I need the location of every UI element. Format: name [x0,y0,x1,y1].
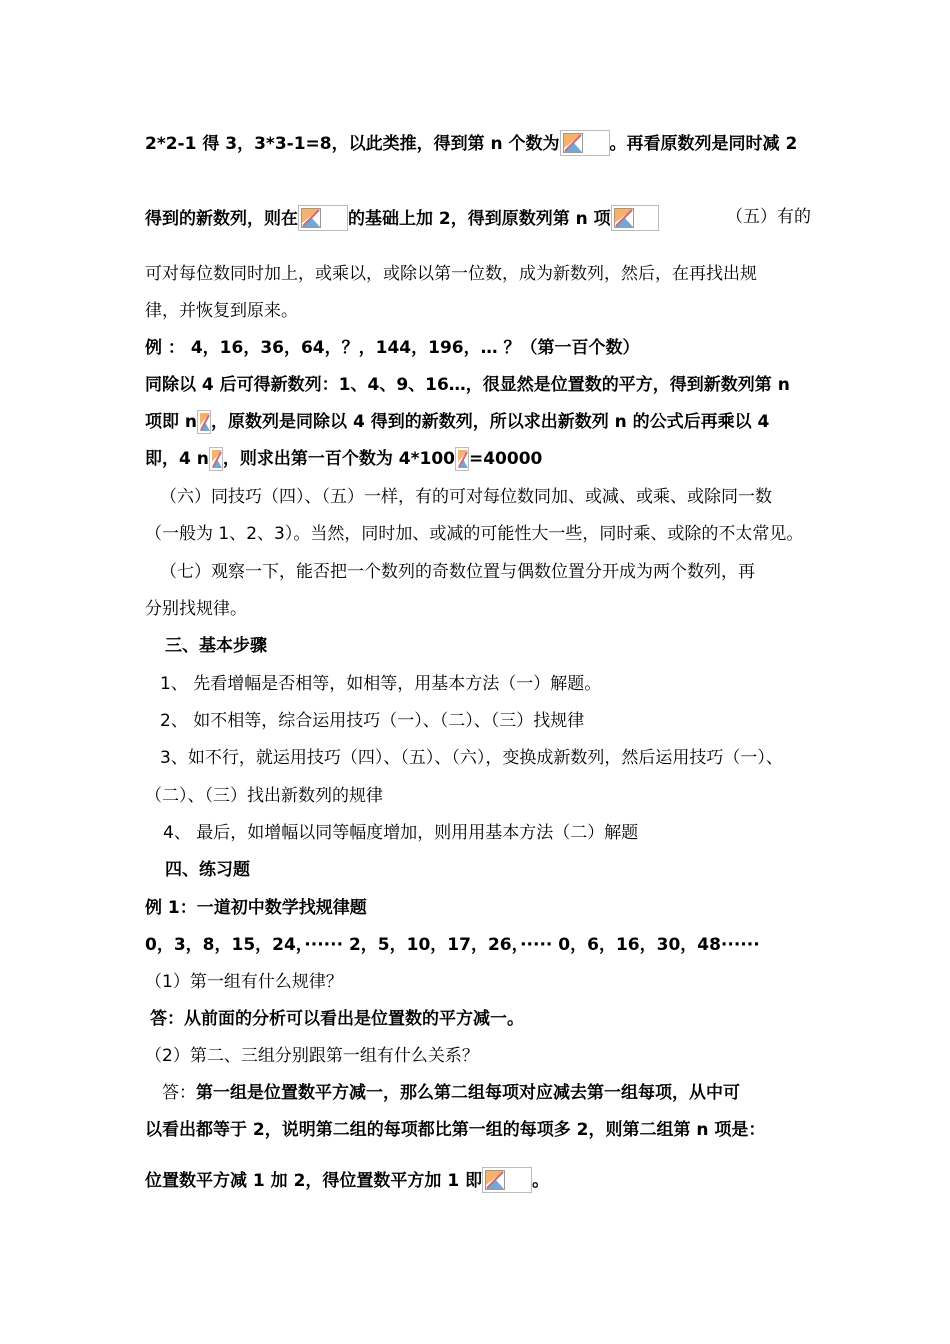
paragraph-line: 同除以 4 后可得新数列：1、4、9、16…，很显然是位置数的平方，得到新数列第 n [145,375,790,395]
text: ，则求出第一百个数为 4*100 [222,449,455,469]
paragraph-line [145,1167,549,1193]
paragraph-line [145,447,542,471]
text: 。再看原数列是同时减 2 [609,134,798,154]
answer [162,1081,740,1105]
paragraph-line [145,410,769,434]
list-item: 4、 最后，如增幅以同等幅度增加，则用用基本方法（二）解题 [163,823,639,843]
paragraph-line: （六）同技巧（四）、（五）一样，有的可对每位数同加、或减、或乘、或除同一数 [160,487,772,507]
sequence-line: 0，3，8，15，24，······ 2，5，10，17，26，····· 0，6，16，30，48······ [145,935,760,955]
paragraph-line [145,130,797,156]
broken-image-icon [298,205,348,231]
broken-image-icon [197,410,211,434]
text: 2*2-1 得 3，3*3-1=8，以此类推，得到第 n 个数为 [145,134,560,154]
paragraph-line: （五）有的 [726,207,811,227]
text: 项即 n [145,412,198,432]
question: （2）第二、三组分别跟第一组有什么关系？ [145,1046,479,1066]
section-heading: 三、基本步骤 [165,636,267,656]
example-title: 例 1：一道初中数学找规律题 [145,898,367,918]
broken-image-icon [482,1167,532,1193]
text: 位置数平方减 1 加 2，得位置数平方加 1 即 [145,1171,483,1191]
text: 得到的新数列，则在 [145,209,298,229]
broken-image-icon [611,205,659,231]
paragraph-line: 可对每位数同时加上，或乘以，或除以第一位数，成为新数列，然后，在再找出规 [145,264,757,284]
list-item: （二）、（三）找出新数列的规律 [145,786,383,806]
section-heading: 四、练习题 [165,860,250,880]
paragraph-line: 以看出都等于 2，说明第二组的每项都比第一组的每项多 2，则第二组第 n 项是： [145,1120,766,1140]
paragraph-line: （七）观察一下，能否把一个数列的奇数位置与偶数位置分开成为两个数列，再 [160,562,755,582]
list-item: 3、如不行，就运用技巧（四）、（五）、（六），变换成新数列，然后运用技巧（一）、 [160,748,783,768]
text: 。 [532,1171,550,1191]
text: 答： [162,1083,196,1103]
text: ，原数列是同除以 4 得到的新数列，所以求出新数列 n 的公式后再乘以 4 [211,412,770,432]
list-item: 1、 先看增幅是否相等，如相等，用基本方法（一）解题。 [160,674,602,694]
broken-image-icon [455,447,469,471]
broken-image-icon [209,447,223,471]
example-line: 例 ： 4，16，36，64，？，144，196，… ？（第一百个数） [145,338,640,358]
paragraph-line: 分别找规律。 [145,599,247,619]
text: 的基础上加 2，得到原数列第 n 项 [348,209,611,229]
text: =40000 [468,449,543,469]
answer: 答：从前面的分析可以看出是位置数的平方减一。 [150,1009,524,1029]
paragraph-line: （一般为 1、2、3）。当然，同时加、或减的可能性大一些，同时乘、或除的不太常见。 [145,524,804,544]
broken-image-icon [560,130,610,156]
paragraph-line: 律，并恢复到原来。 [145,301,298,321]
text: 第一组是位置数平方减一，那么第二组每项对应减去第一组每项，从中可 [196,1083,740,1103]
question: （1）第一组有什么规律？ [145,972,343,992]
paragraph-line [145,205,659,231]
text: 即，4 n [145,449,209,469]
list-item: 2、 如不相等，综合运用技巧（一）、（二）、（三）找规律 [160,711,585,731]
